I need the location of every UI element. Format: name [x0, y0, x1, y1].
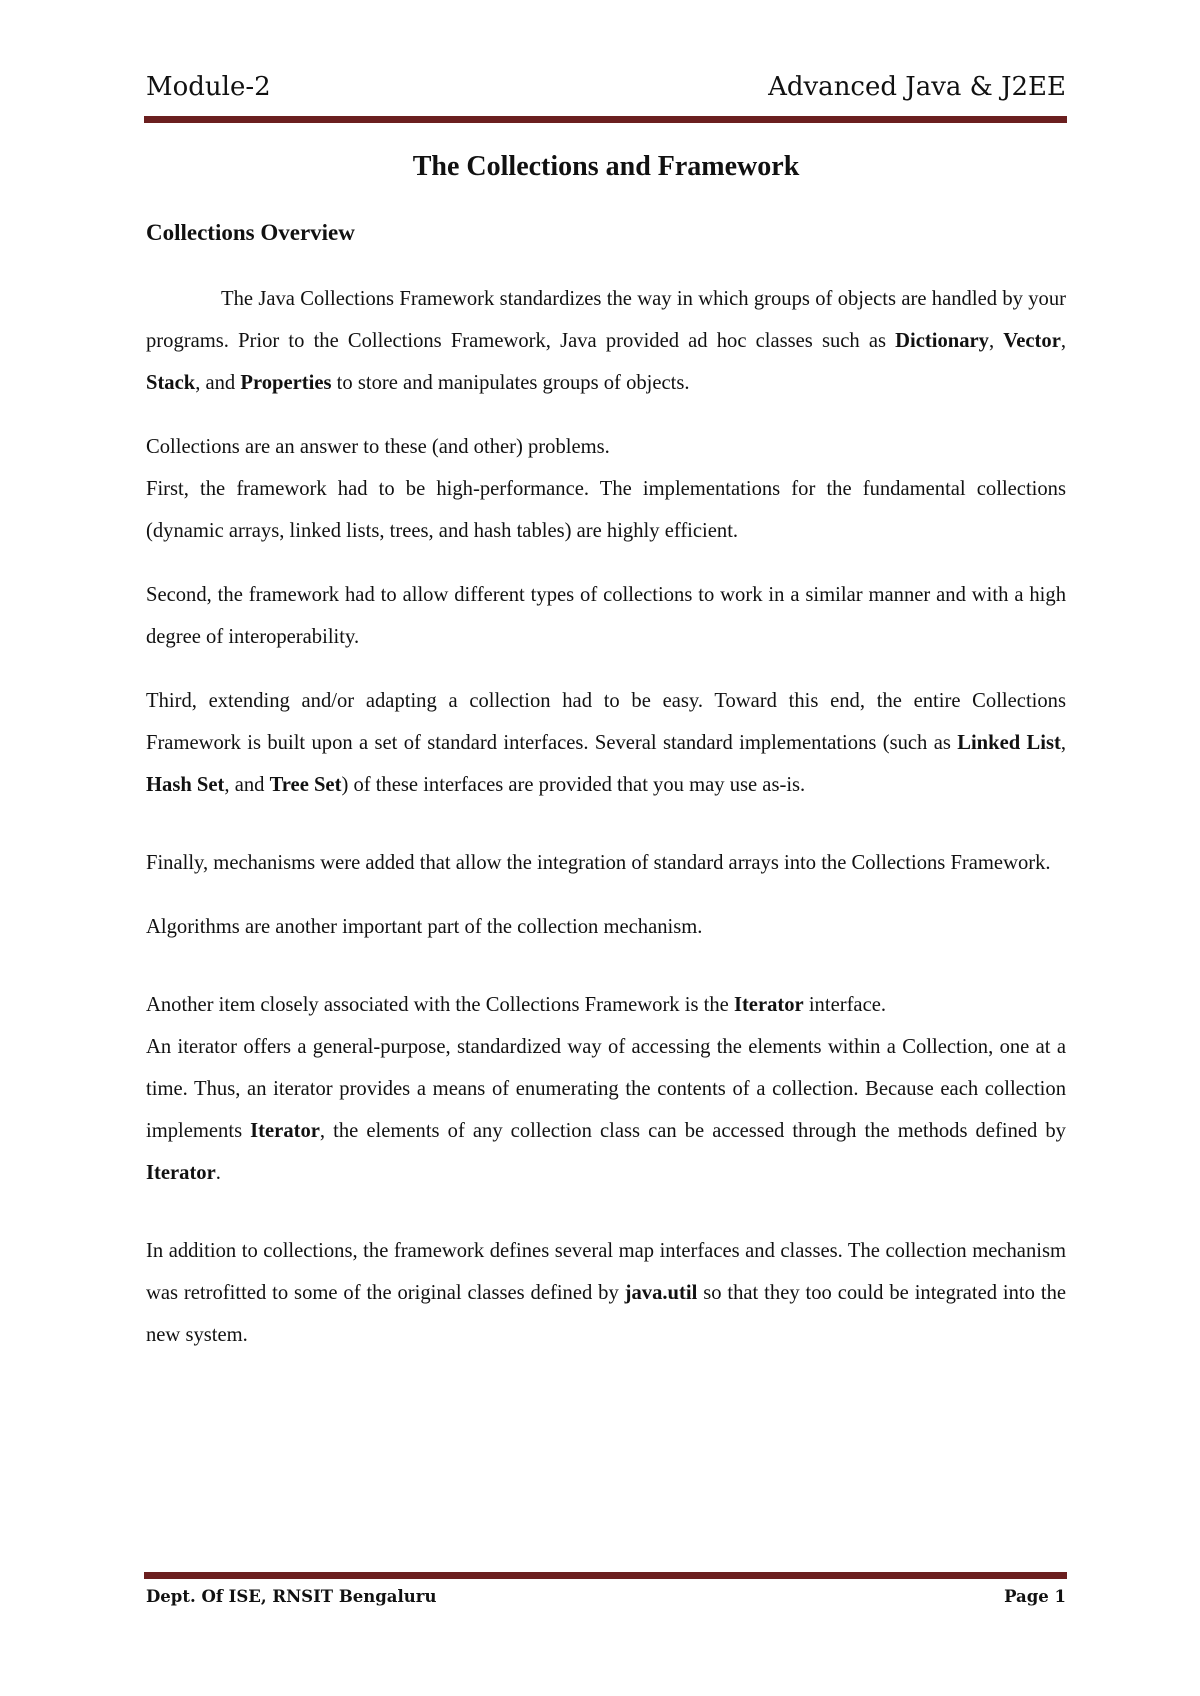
term-dictionary: Dictionary — [895, 330, 989, 352]
term-stack: Stack — [146, 372, 196, 394]
footer-rule — [144, 1572, 1067, 1579]
page-content — [146, 130, 1066, 1356]
paragraph-second: Second, the framework had to allow different types of collections to work in a similar manner and with a high degree of interoperability. — [146, 584, 1066, 648]
department-label: Dept. Of ISE, RNSIT Bengaluru — [146, 1587, 437, 1606]
header-rule — [144, 116, 1067, 123]
term-java-util: java.util — [624, 1282, 698, 1304]
paragraph-iterator: Another item closely associated with the Collections Framework is the Iterator interface. An iterator offers a general-purpose, standardized way of accessing the elements within a Collection, one at a time. Thus, an iterator provides a means of enumerating the contents of a collection. Because each collection implements Iterator, the elements of any collection class can be accessed through the methods defined by Iterator. — [146, 994, 1066, 1184]
paragraph-finally: Finally, mechanisms were added that allow the integration of standard arrays into the Collections Framework. — [146, 852, 1051, 874]
page-title: The Collections and Framework — [412, 151, 800, 182]
paragraph-intro: The Java Collections Framework standardizes the way in which groups of objects are handled by your programs. Prior to the Collections Framework, Java provided ad hoc classes such as Dictionary, Vector, Stack, and Properties to store and manipulates groups of objects. — [146, 288, 1066, 394]
term-linked-list: Linked List — [957, 732, 1061, 754]
term-hash-set: Hash Set — [146, 774, 225, 796]
paragraph-algorithms: Algorithms are another important part of the collection mechanism. — [146, 916, 703, 938]
course-title: Advanced Java & J2EE — [768, 72, 1066, 102]
paragraph-problems: Collections are an answer to these (and other) problems. First, the framework had to be high-performance. The implementations for the fundamental collections (dynamic arrays, linked lists, trees, and hash tables) are highly efficient. — [146, 436, 1066, 542]
term-properties: Properties — [240, 372, 332, 394]
page-header — [146, 72, 1066, 116]
term-iterator: Iterator — [146, 1162, 216, 1184]
term-tree-set: Tree Set — [269, 774, 342, 796]
term-iterator: Iterator — [733, 994, 804, 1016]
page-number: Page 1 — [1004, 1587, 1066, 1606]
paragraph-maps: In addition to collections, the framework defines several map interfaces and classes. The collection mechanism was retrofitted to some of the original classes defined by java.util so that they too could be integrated into the new system. — [146, 1240, 1067, 1346]
section-heading: Collections Overview — [146, 220, 355, 245]
term-vector: Vector — [1003, 330, 1061, 352]
paragraph-third: Third, extending and/or adapting a collection had to be easy. Toward this end, the entire Collections Framework is built upon a set of standard interfaces. Several standard implementations (such as Linked List, Hash Set, and Tree Set) of these interfaces are provided that you may use as-is. — [146, 690, 1066, 796]
term-iterator: Iterator — [250, 1120, 320, 1142]
module-label: Module-2 — [146, 72, 271, 102]
